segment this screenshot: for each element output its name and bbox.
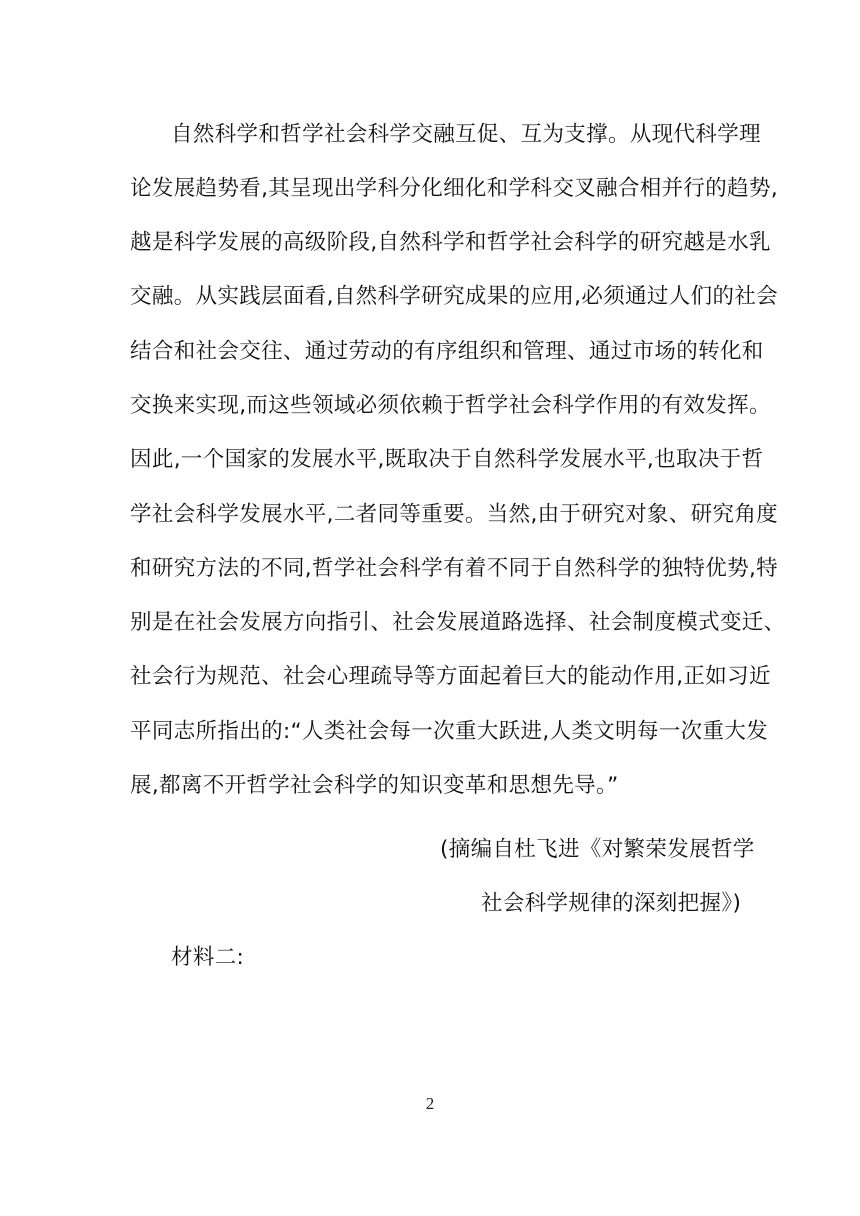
paragraph-line: 自然科学和哲学社会科学交融互促、互为支撑。从现代科学理 (171, 122, 761, 147)
paragraph-line: 因此,一个国家的发展水平,既取决于自然科学发展水平,也取决于哲 (130, 447, 764, 472)
paragraph-line: 学社会科学发展水平,二者同等重要。当然,由于研究对象、研究角度 (130, 502, 779, 527)
paragraph-line: 社会行为规范、社会心理疏导等方面起着巨大的能动作用,正如习近 (130, 664, 771, 689)
source-citation-line: 社会科学规律的深刻把握》) (481, 891, 742, 916)
paragraph-line: 论发展趋势看,其呈现出学科分化细化和学科交叉融合相并行的趋势, (130, 176, 779, 201)
paragraph-line: 交融。从实践层面看,自然科学研究成果的应用,必须通过人们的社会 (130, 284, 779, 309)
paragraph-line: 交换来实现,而这些领域必须依赖于哲学社会科学作用的有效发挥。 (130, 393, 771, 418)
page-number: 2 (425, 1094, 435, 1113)
paragraph-line: 越是科学发展的高级阶段,自然科学和哲学社会科学的研究越是水乳 (130, 230, 771, 255)
paragraph-line: 结合和社会交往、通过劳动的有序组织和管理、通过市场的转化和 (130, 339, 764, 364)
paragraph-line: 展,都离不开哲学社会科学的知识变革和思想先导。” (130, 773, 619, 798)
paragraph-line: 平同志所指出的:“人类社会每一次重大跃进,人类文明每一次重大发 (130, 719, 769, 744)
paragraph-line: 别是在社会发展方向指引、社会发展道路选择、社会制度模式变迁、 (130, 610, 786, 635)
paragraph-line: 和研究方法的不同,哲学社会科学有着不同于自然科学的独特优势,特 (130, 556, 779, 581)
source-citation-line: (摘编自杜飞进《对繁荣发展哲学 (440, 837, 755, 862)
section-heading: 材料二: (171, 945, 245, 970)
